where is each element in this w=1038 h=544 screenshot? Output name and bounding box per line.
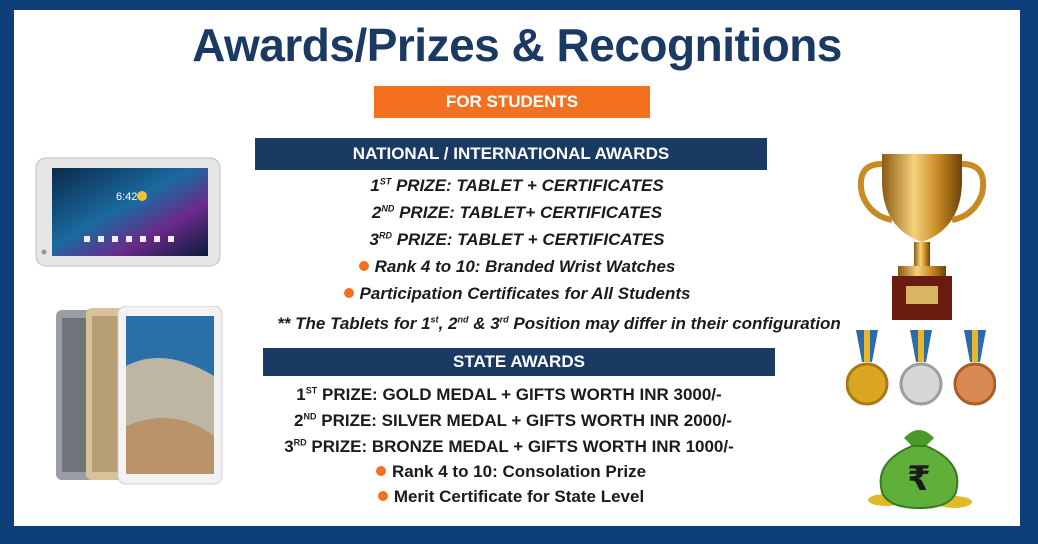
ipads-image bbox=[54, 306, 224, 486]
medals-image bbox=[846, 328, 996, 414]
state-prize-1: 1ST PRIZE: GOLD MEDAL + GIFTS WORTH INR 3000/- bbox=[296, 385, 722, 404]
bullet-dot-icon bbox=[359, 261, 369, 271]
bullet-dot-icon bbox=[376, 466, 386, 476]
tablet-note: ** The Tablets for 1st, 2nd & 3rd Position may differ in their configuration bbox=[277, 314, 841, 333]
national-bullet-watches: Rank 4 to 10: Branded Wrist Watches bbox=[14, 257, 1020, 277]
national-prize-3: 3RD PRIZE: TABLET + CERTIFICATES bbox=[369, 230, 665, 249]
trophy-image bbox=[852, 150, 992, 326]
money-bag-image bbox=[864, 418, 974, 514]
rupee-icon: ₹ bbox=[907, 459, 931, 499]
content-panel bbox=[14, 10, 1020, 526]
bullet-dot-icon bbox=[378, 491, 388, 501]
state-prize-3: 3RD PRIZE: BRONZE MEDAL + GIFTS WORTH INR 1000/- bbox=[284, 437, 734, 456]
tablet-clock: 6:42 bbox=[116, 191, 138, 203]
national-prize-1: 1ST PRIZE: TABLET + CERTIFICATES bbox=[370, 176, 664, 195]
state-heading: STATE AWARDS bbox=[263, 348, 775, 376]
page-title: Awards/Prizes & Recognitions bbox=[192, 19, 842, 71]
android-tablet-image bbox=[34, 156, 222, 268]
audience-tag: FOR STUDENTS bbox=[374, 86, 650, 118]
state-bullet-merit: Merit Certificate for State Level bbox=[8, 487, 1014, 507]
national-heading: NATIONAL / INTERNATIONAL AWARDS bbox=[255, 138, 767, 170]
bullet-dot-icon bbox=[344, 288, 354, 298]
state-bullet-consolation: Rank 4 to 10: Consolation Prize bbox=[8, 462, 1014, 482]
national-bullet-participation: Participation Certificates for All Students bbox=[14, 284, 1020, 304]
national-prize-2: 2ND PRIZE: TABLET+ CERTIFICATES bbox=[371, 203, 663, 222]
state-prize-2: 2ND PRIZE: SILVER MEDAL + GIFTS WORTH INR 2000/- bbox=[294, 411, 732, 430]
